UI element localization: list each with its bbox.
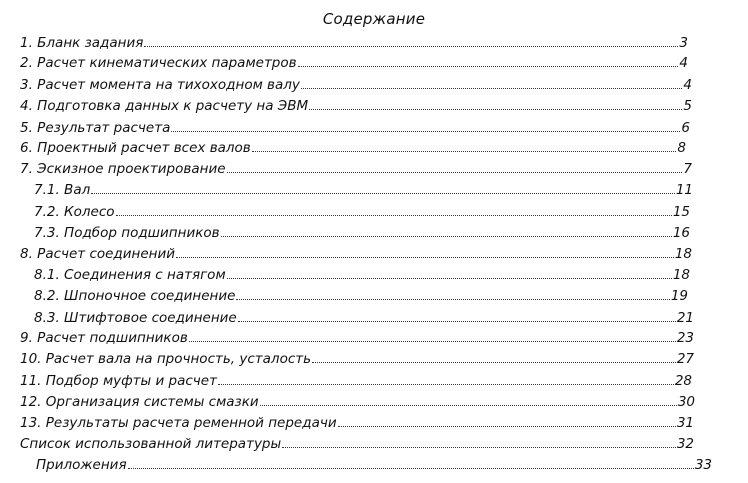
toc-dot-leader — [260, 405, 677, 406]
toc-entry-page-number: 18 — [672, 267, 690, 283]
toc-entry — [20, 157, 692, 177]
toc-entry — [20, 31, 688, 51]
toc-entry — [20, 242, 692, 262]
toc-entry-page-number: 18 — [674, 246, 692, 262]
toc-entry-label: 2. Расчет кинематических параметров — [20, 55, 297, 71]
toc-entry — [34, 263, 690, 283]
toc-entry-page-number: 5 — [683, 98, 692, 114]
toc-entry-label: 7.1. Вал — [34, 182, 91, 198]
toc-entry — [20, 411, 694, 431]
toc-entry — [34, 200, 690, 220]
toc-entry — [20, 390, 695, 410]
toc-entry-page-number: 28 — [674, 373, 692, 389]
toc-entry-label: Список использованной литературы — [20, 436, 282, 452]
toc-entry-label: 5. Результат расчета — [20, 120, 171, 136]
toc-dot-leader — [144, 46, 678, 47]
toc-entry — [34, 284, 688, 304]
toc-entry-label: 4. Подготовка данных к расчету на ЭВМ — [20, 98, 309, 114]
toc-entry-page-number: 21 — [676, 310, 694, 326]
toc-entry — [34, 306, 694, 326]
toc-dot-leader — [128, 468, 694, 469]
toc-entry-page-number: 33 — [694, 457, 712, 473]
toc-entry — [20, 347, 694, 367]
toc-entry-label: 7.3. Подбор подшипников — [34, 225, 220, 241]
toc-entry-page-number: 8 — [677, 140, 686, 156]
toc-dot-leader — [238, 321, 676, 322]
toc-dot-leader — [338, 426, 676, 427]
page-title: Содержание — [322, 10, 426, 28]
toc-entry-page-number: 11 — [675, 182, 693, 198]
toc-entry-page-number: 23 — [676, 330, 694, 346]
toc-entry-label: 8. Расчет соединений — [20, 246, 176, 262]
toc-dot-leader — [252, 151, 677, 152]
toc-entry-label: 8.1. Соединения с натягом — [34, 267, 226, 283]
toc-entry-label: Приложения — [36, 457, 127, 473]
toc-entry-label: 8.3. Штифтовое соединение — [34, 310, 237, 326]
toc-dot-leader — [227, 278, 672, 279]
toc-entry — [20, 432, 694, 452]
toc-entry-label: 11. Подбор муфты и расчет — [20, 373, 217, 389]
toc-dot-leader — [312, 362, 676, 363]
toc-dot-leader — [301, 88, 683, 89]
toc-entry-label: 9. Расчет подшипников — [20, 330, 188, 346]
toc-entry-page-number: 31 — [676, 415, 694, 431]
toc-entry-label: 1. Бланк задания — [20, 35, 144, 51]
toc-dot-leader — [309, 109, 682, 110]
toc-dot-leader — [221, 236, 672, 237]
toc-dot-leader — [189, 341, 676, 342]
toc-entry-page-number: 4 — [683, 77, 692, 93]
toc-entry-label: 10. Расчет вала на прочность, усталость — [20, 351, 312, 367]
toc-dot-leader — [236, 299, 669, 300]
toc-entry-label: 12. Организация системы смазки — [20, 394, 259, 410]
toc-entry-page-number: 16 — [672, 225, 690, 241]
toc-dot-leader — [171, 131, 680, 132]
toc-dot-leader — [227, 172, 683, 173]
toc-entry — [20, 136, 686, 156]
toc-entry — [36, 453, 712, 473]
toc-entry — [20, 116, 690, 136]
toc-entry-page-number: 7 — [683, 161, 692, 177]
toc-entry-label: 3. Расчет момента на тихоходном валу — [20, 77, 300, 93]
toc-dot-leader — [176, 257, 674, 258]
toc-dot-leader — [298, 66, 679, 67]
toc-entry — [20, 326, 694, 346]
toc-entry — [34, 221, 690, 241]
toc-entry-page-number: 19 — [670, 288, 688, 304]
toc-entry-label: 7. Эскизное проектирование — [20, 161, 226, 177]
toc-entry-page-number: 4 — [679, 55, 688, 71]
toc-entry-page-number: 15 — [672, 204, 690, 220]
toc-dot-leader — [218, 384, 674, 385]
toc-entry — [20, 51, 688, 71]
toc-entry-page-number: 3 — [679, 35, 688, 51]
toc-entry — [20, 73, 692, 93]
toc-entry — [20, 369, 692, 389]
toc-entry-page-number: 30 — [677, 394, 695, 410]
toc-dot-leader — [116, 215, 672, 216]
toc-entry-page-number: 27 — [676, 351, 694, 367]
toc-entry-page-number: 6 — [681, 120, 690, 136]
toc-entry — [34, 178, 693, 198]
toc-dot-leader — [282, 447, 676, 448]
toc-entry-label: 7.2. Колесо — [34, 204, 115, 220]
toc-entry-label: 6. Проектный расчет всех валов — [20, 140, 251, 156]
toc-entry — [20, 94, 692, 114]
toc-entry-page-number: 32 — [676, 436, 694, 452]
toc-entry-label: 8.2. Шпоночное соединение — [34, 288, 236, 304]
toc-entry-label: 13. Результаты расчета ременной передачи — [20, 415, 337, 431]
toc-dot-leader — [91, 193, 675, 194]
